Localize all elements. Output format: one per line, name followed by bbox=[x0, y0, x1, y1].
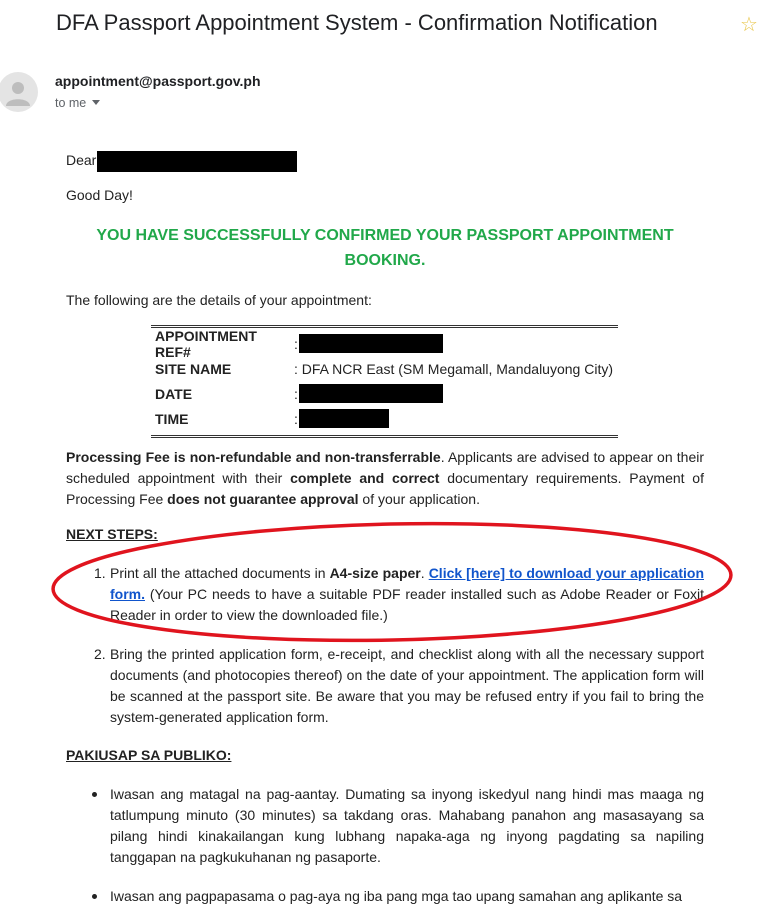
fee-bold-1: Processing Fee is non-refundable and non-transferrable bbox=[66, 449, 441, 465]
bullet-icon bbox=[92, 894, 97, 899]
confirmation-headline: YOU HAVE SUCCESSFULLY CONFIRMED YOUR PASSPORT APPOINTMENT BOOKING. bbox=[96, 227, 674, 269]
date-value bbox=[294, 384, 443, 403]
star-icon[interactable]: ☆ bbox=[740, 14, 758, 36]
redacted-ref bbox=[299, 334, 443, 353]
sender-avatar[interactable] bbox=[0, 72, 38, 112]
person-silhouette-icon bbox=[0, 72, 38, 112]
site-value: : DFA NCR East (SM Megamall, Mandaluyong City) bbox=[294, 360, 613, 377]
pakiusap-item-1 bbox=[110, 784, 704, 868]
date-label: DATE bbox=[155, 385, 193, 402]
redacted-time bbox=[299, 409, 389, 428]
time-value bbox=[294, 409, 389, 428]
site-label: SITE NAME bbox=[155, 360, 232, 377]
red-annotation-ellipse bbox=[48, 518, 738, 648]
pakiusap-heading: PAKIUSAP SA PUBLIKO: bbox=[66, 747, 232, 763]
next-steps-heading: NEXT STEPS: bbox=[66, 526, 158, 542]
step-1-text-b: . bbox=[420, 565, 429, 581]
recipient-label: to me bbox=[55, 96, 87, 110]
fee-text-3: of your application. bbox=[358, 491, 480, 507]
step-2 bbox=[94, 644, 704, 728]
time-colon: : bbox=[294, 410, 298, 427]
ref-colon: : bbox=[294, 335, 298, 352]
ref-value bbox=[294, 334, 443, 353]
detail-row-time bbox=[151, 406, 618, 431]
caret-down-icon bbox=[92, 100, 100, 105]
date-colon: : bbox=[294, 385, 298, 402]
step-2-text: Bring the printed application form, e-receipt, and checklist along with all the necessary support documents (and photocopies thereof) on the date of your appointment. The application form will be scanned at the passport site. Be aware that you may be refused entry if you fail to bring the system-generated application form. bbox=[110, 646, 704, 725]
fee-text-1: . Applicants are advised to appear on their scheduled appointment with their bbox=[66, 449, 705, 486]
step-1-text-c: (Your PC needs to have a suitable PDF reader installed such as Adobe Reader or Foxit Reader in order to view the downloaded file.) bbox=[110, 586, 704, 623]
time-label: TIME bbox=[155, 410, 189, 427]
bullet-icon bbox=[92, 792, 97, 797]
step-1-bold: A4-size paper bbox=[329, 565, 421, 581]
fee-bold-2: complete and correct bbox=[290, 470, 440, 486]
detail-row-date bbox=[151, 381, 618, 406]
ref-label: APPOINTMENT REF# bbox=[155, 327, 257, 360]
fee-notice bbox=[66, 447, 704, 510]
salutation bbox=[66, 150, 704, 172]
redacted-date bbox=[299, 384, 443, 403]
fee-bold-3: does not guarantee approval bbox=[167, 491, 359, 507]
step-1-text-a: Print all the attached documents in bbox=[110, 565, 330, 581]
redacted-name bbox=[97, 151, 297, 172]
pakiusap-item-2-text: Iwasan ang pagpapasama o pag-aya ng iba pang mga tao upang samahan ang aplikante sa bbox=[110, 888, 683, 904]
email-subject: DFA Passport Appointment System - Confirmation Notification bbox=[56, 10, 658, 35]
fee-text-2: documentary requirements. Payment of Processing Fee bbox=[66, 470, 704, 507]
step-2-number: 2. bbox=[94, 646, 106, 662]
salutation-word: Dear bbox=[66, 152, 97, 168]
greeting: Good Day! bbox=[66, 187, 133, 203]
pakiusap-item-1-text: Iwasan ang matagal na pag-aantay. Dumating sa inyong iskedyul nang hindi mas maaga ng tatlumpung minuto (30 minutes) sa takdang oras. Mahabang panahon ang masasayang sa pilang hindi kinakailangan kung lubhang napaka-aga ng inyong pagdating sa napiling tanggapan na pagkukuhanan ng pasaporte. bbox=[110, 786, 704, 865]
appointment-details-table bbox=[151, 325, 618, 438]
detail-row-site bbox=[151, 356, 618, 381]
details-intro: The following are the details of your appointment: bbox=[66, 292, 372, 308]
step-1-number: 1. bbox=[94, 565, 106, 581]
download-application-form-link[interactable]: Click [here] to download your application form. bbox=[110, 565, 704, 602]
pakiusap-item-2 bbox=[110, 886, 704, 907]
detail-row-ref bbox=[151, 327, 618, 360]
sender-address[interactable]: appointment@passport.gov.ph bbox=[55, 73, 261, 89]
recipient-toggle[interactable] bbox=[55, 96, 100, 110]
